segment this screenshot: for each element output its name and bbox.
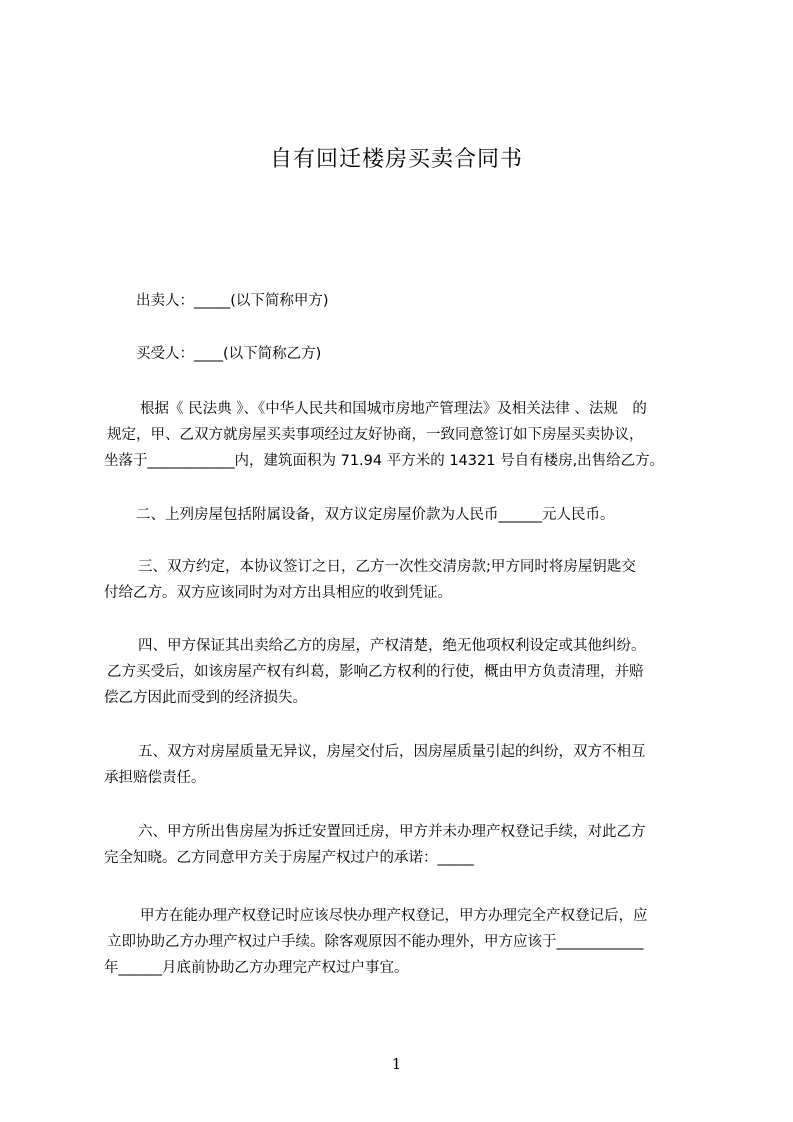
clause-5-line-1: 五、双方对房屋质量无异议，房屋交付后，因房屋质量引起的纠纷，双方不相互 xyxy=(138,744,646,760)
clause-7-line-2: 立即协助乙方办理产权过户手续。除客观原因不能办理外，甲方应该于____________ xyxy=(107,934,644,950)
document-title: 自有回迁楼房买卖合同书 xyxy=(269,147,523,172)
clause-4-line-3: 偿乙方因此而受到的经济损失。 xyxy=(104,690,307,706)
clause-6-line-2: 完全知晓。乙方同意甲方关于房屋产权过户的承诺：_____ xyxy=(104,850,474,866)
seller-text: 出卖人：_____(以下简称甲方) xyxy=(136,293,329,309)
clause-7-line-3: 年______月底前协助乙方办理完产权过户事宜。 xyxy=(104,960,409,976)
clause-5-line-2: 承担赔偿责任。 xyxy=(104,770,206,786)
clause-1-line-3: 坐落于____________内，建筑面积为 71.94 平方米的 14321 号自有楼房,出售给乙方。 xyxy=(104,453,665,469)
clause-4 xyxy=(104,633,704,711)
buyer-line xyxy=(104,341,704,367)
clause-6-line-1: 六、甲方所出售房屋为拆迁安置回迁房，甲方并未办理产权登记手续，对此乙方 xyxy=(138,824,646,840)
clause-2-line-1: 二、上列房屋包括附属设备，双方议定房屋价款为人民币______元人民币。 xyxy=(136,507,615,523)
clause-6 xyxy=(104,819,704,871)
clause-3-line-1: 三、双方约定，本协议签订之日，乙方一次性交清房款;甲方同时将房屋钥匙交 xyxy=(138,559,636,575)
page-number: 1 xyxy=(391,1055,402,1073)
clause-2 xyxy=(104,502,704,528)
clause-4-line-1: 四、甲方保证其出卖给乙方的房屋，产权清楚，绝无他项权利设定或其他纠纷。 xyxy=(138,638,646,654)
clause-3 xyxy=(104,554,704,606)
clause-4-line-2: 乙方买受后，如该房屋产权有纠葛，影响乙方权利的行使，概由甲方负责清理，并赔 xyxy=(107,664,644,680)
clause-5 xyxy=(104,739,704,791)
clause-3-line-2: 付给乙方。双方应该同时为对方出具相应的收到凭证。 xyxy=(104,585,452,601)
seller-line xyxy=(104,288,704,314)
clause-7 xyxy=(104,903,704,981)
clause-1-line-1: 根据《 民法典 》、《中华人民共和国城市房地产管理法》及相关法律 、法规 的 xyxy=(140,401,647,417)
clause-7-line-1: 甲方在能办理产权登记时应该尽快办理产权登记，甲方办理完全产权登记后，应 xyxy=(140,908,648,924)
buyer-text: 买受人：____(以下简称乙方) xyxy=(136,346,322,362)
clause-1 xyxy=(104,396,704,474)
clause-1-line-2: 规定，甲、乙双方就房屋买卖事项经过友好协商，一致同意签订如下房屋买卖协议， xyxy=(107,427,644,443)
